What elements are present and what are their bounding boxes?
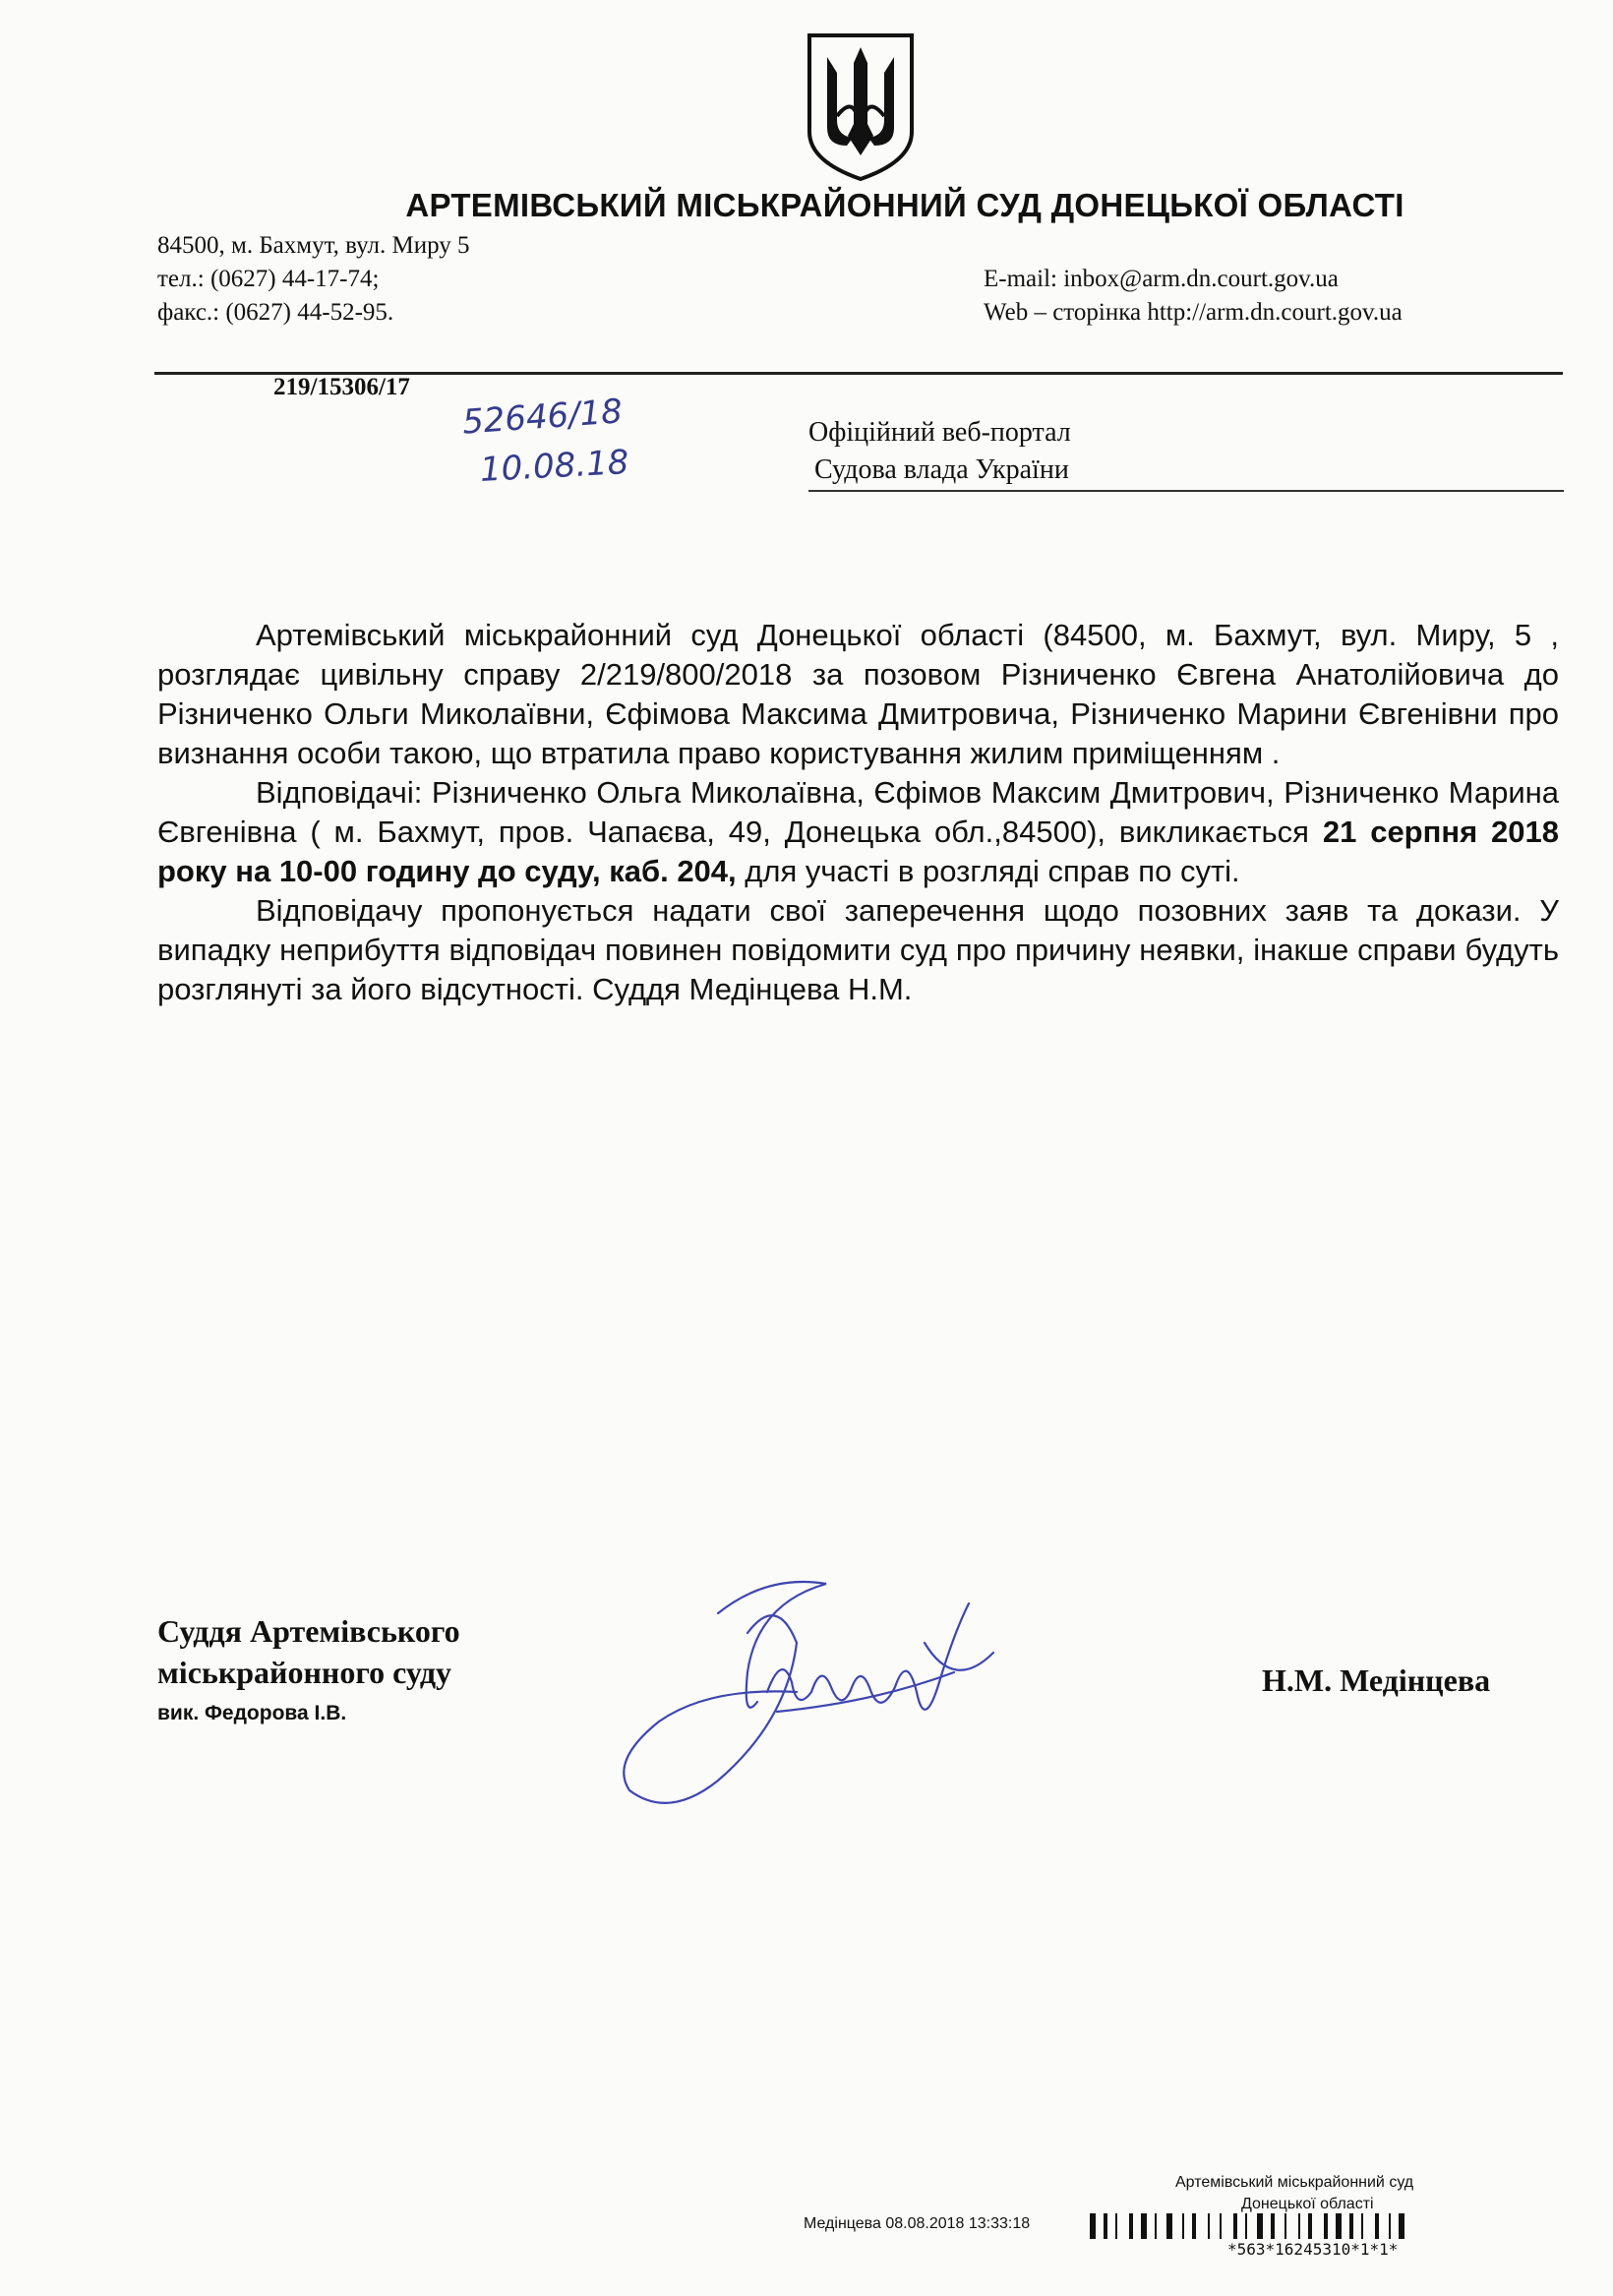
summons-text-end: для участі в розгляді справ по суті. [736,854,1240,888]
handwritten-registration-date: 10.08.18 [479,443,630,490]
court-phone: тел.: (0627) 44-17-74; [157,266,380,292]
stamp-court-line-2: Донецької області [1241,2196,1374,2212]
recipient-line-2: Судова влада України [814,454,1069,485]
summons-text-start: Відповідачі: Різниченко Ольга Миколаївна, Єфімов Максим Дмитрович, Різниченко Марина Євгенівна ( м. Бахмут, пров. Чапаєва, 49, Донецька обл.,84500), викликається [157,775,1559,849]
paragraph-case-description: Артемівський міськрайонний суд Донецької області (84500, м. Бахмут, вул. Миру, 5 , розглядає цивільну справу 2/219/800/2018 за позовом Різниченко Євгена Анатолійовича до Різниченко Ольги Миколаївни, Єфімова Максима Дмитровича, Різниченко Марини Євгенівни про визнання особи такою, що втратила право користування жилим приміщенням . [157,618,1559,770]
barcode-icon [1090,2213,1572,2239]
court-fax: факс.: (0627) 44-52-95. [157,299,394,326]
stamp-court-line-1: Артемівський міськрайонний суд [1175,2174,1414,2191]
handwritten-registration-number: 52646/18 [460,392,625,443]
letter-body [157,616,1559,1009]
paragraph-summons [157,773,1559,891]
judge-title-line-2: міськрайонного суду [157,1655,452,1690]
recipient-underline [808,490,1564,492]
hearing-date-time: 21 серпня 2018 року на 10-00 годину до суду, каб. 204, [157,815,1560,888]
court-name-heading: АРТЕМІВСЬКИЙ МІСЬКРАЙОННИЙ СУД ДОНЕЦЬКОЇ ОБЛАСТІ [405,187,1404,223]
judge-title-line-1: Суддя Артемівського [157,1613,460,1649]
executor-name: вик. Федорова І.В. [157,1702,347,1724]
judge-name: Н.М. Медінцева [1262,1662,1491,1698]
court-email: E-mail: inbox@arm.dn.court.gov.ua [984,266,1339,292]
court-website: Web – сторінка http://arm.dn.court.gov.ua [984,299,1403,326]
paragraph-instructions: Відповідачу пропонується надати свої заперечення щодо позовних заяв та докази. У випадку неприбуття відповідач повинен повідомити суд про причину неявки, інакше справи будуть розглянуті за його відсутності. Суддя Медінцева Н.М. [157,893,1559,1006]
court-address: 84500, м. Бахмут, вул. Миру 5 [157,232,470,259]
stamp-signer-datetime: Медінцева 08.08.2018 13:33:18 [804,2215,1031,2232]
recipient-line-1: Офіційний веб-портал [808,417,1071,448]
ukraine-trident-icon [802,30,920,183]
outgoing-number: 219/15306/17 [273,374,410,400]
handwritten-signature [600,1574,1013,1830]
barcode-text: *563*16245310*1*1* [1227,2240,1399,2259]
